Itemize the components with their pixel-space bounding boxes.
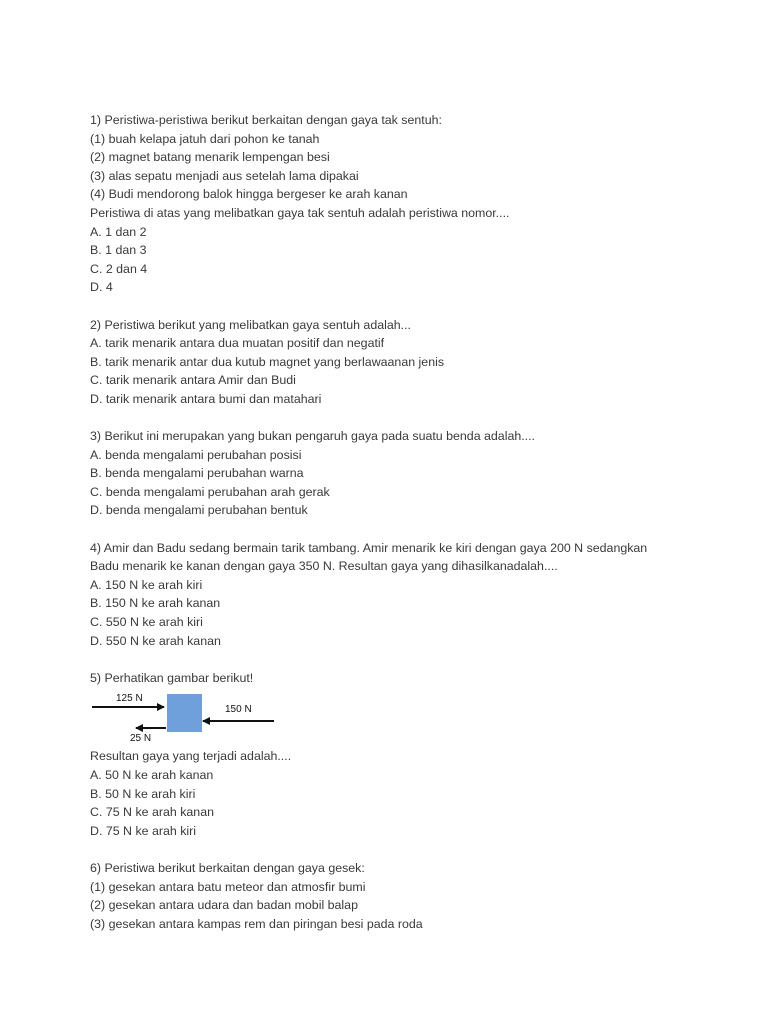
question-4-option-c: C. 550 N ke arah kiri bbox=[90, 615, 203, 630]
force-diagram bbox=[90, 691, 290, 745]
question-3-option-c: C. benda mengalami perubahan arah gerak bbox=[90, 484, 330, 499]
question-5-option-a: A. 50 N ke arah kanan bbox=[90, 768, 214, 782]
question-3 bbox=[90, 427, 730, 520]
question-6-item: (3) gesekan antara kampas rem dan piringan besi pada roda bbox=[90, 916, 423, 931]
force-label-25n: 25 N bbox=[130, 733, 152, 745]
worksheet bbox=[90, 111, 730, 933]
question-5-stem: 5) Perhatikan gambar berikut! bbox=[90, 670, 254, 685]
question-1-prompt: Peristiwa di atas yang melibatkan gaya tak sentuh adalah peristiwa nomor.... bbox=[90, 205, 510, 220]
question-2-option-d: D. tarik menarik antara bumi dan matahari bbox=[90, 391, 322, 406]
question-5-option-c: C. 75 N ke arah kanan bbox=[90, 805, 214, 820]
question-1-item: (4) Budi mendorong balok hingga bergeser ke arah kanan bbox=[90, 187, 408, 202]
question-1-item: (3) alas sepatu menjadi aus setelah lama dipakai bbox=[90, 168, 359, 183]
question-1 bbox=[90, 111, 730, 297]
spacer bbox=[90, 840, 730, 859]
question-4-stem-line-1: 4) Amir dan Badu sedang bermain tarik tambang. Amir menarik ke kiri dengan gaya 200 N sedangkan bbox=[90, 540, 648, 555]
question-5-option-d: D. 75 N ke arah kiri bbox=[90, 823, 197, 838]
block bbox=[167, 694, 202, 732]
question-1-stem: 1) Peristiwa-peristiwa berikut berkaitan dengan gaya tak sentuh: bbox=[90, 113, 442, 127]
question-5 bbox=[90, 669, 730, 841]
question-6-item: (2) gesekan antara udara dan badan mobil balap bbox=[90, 898, 358, 913]
question-4-option-d: D. 550 N ke arah kanan bbox=[90, 633, 221, 648]
spacer bbox=[90, 297, 730, 316]
spacer bbox=[90, 520, 730, 539]
question-5-prompt: Resultan gaya yang terjadi adalah.... bbox=[90, 749, 292, 764]
force-label-150n: 150 N bbox=[225, 704, 252, 716]
question-2-option-c: C. tarik menarik antara Amir dan Budi bbox=[90, 373, 296, 388]
question-6-item: (1) gesekan antara batu meteor dan atmosfir bumi bbox=[90, 879, 366, 894]
question-1-item: (1) buah kelapa jatuh dari pohon ke tanah bbox=[90, 131, 320, 146]
question-6 bbox=[90, 859, 730, 933]
question-4-stem-line-2: Badu menarik ke kanan dengan gaya 350 N. Resultan gaya yang dihasilkanadalah.... bbox=[90, 559, 558, 574]
question-3-option-b: B. benda mengalami perubahan warna bbox=[90, 466, 304, 481]
question-1-option-a: A. 1 dan 2 bbox=[90, 224, 147, 239]
force-label-125n: 125 N bbox=[116, 693, 143, 705]
question-1-option-d: D. 4 bbox=[90, 280, 113, 295]
question-2-option-b: B. tarik menarik antar dua kutub magnet yang berlawaanan jenis bbox=[90, 354, 445, 369]
question-2-option-a: A. tarik menarik antara dua muatan positif dan negatif bbox=[90, 336, 385, 351]
question-4-option-a: A. 150 N ke arah kiri bbox=[90, 577, 203, 592]
force-diagram-svg bbox=[90, 691, 290, 745]
spacer bbox=[90, 409, 730, 428]
question-1-option-c: C. 2 dan 4 bbox=[90, 261, 148, 276]
question-1-item: (2) magnet batang menarik lempengan besi bbox=[90, 150, 330, 165]
question-4-option-b: B. 150 N ke arah kanan bbox=[90, 596, 221, 611]
question-2 bbox=[90, 316, 730, 409]
spacer bbox=[90, 650, 730, 669]
question-3-option-a: A. benda mengalami perubahan posisi bbox=[90, 447, 302, 462]
question-3-option-d: D. benda mengalami perubahan bentuk bbox=[90, 503, 308, 518]
question-6-stem: 6) Peristiwa berikut berkaitan dengan gaya gesek: bbox=[90, 860, 365, 875]
question-3-stem: 3) Berikut ini merupakan yang bukan pengaruh gaya pada suatu benda adalah.... bbox=[90, 429, 536, 444]
question-5-option-b: B. 50 N ke arah kiri bbox=[90, 786, 196, 801]
question-2-stem: 2) Peristiwa berikut yang melibatkan gaya sentuh adalah... bbox=[90, 317, 411, 332]
question-4 bbox=[90, 539, 730, 651]
question-1-option-b: B. 1 dan 3 bbox=[90, 243, 147, 258]
